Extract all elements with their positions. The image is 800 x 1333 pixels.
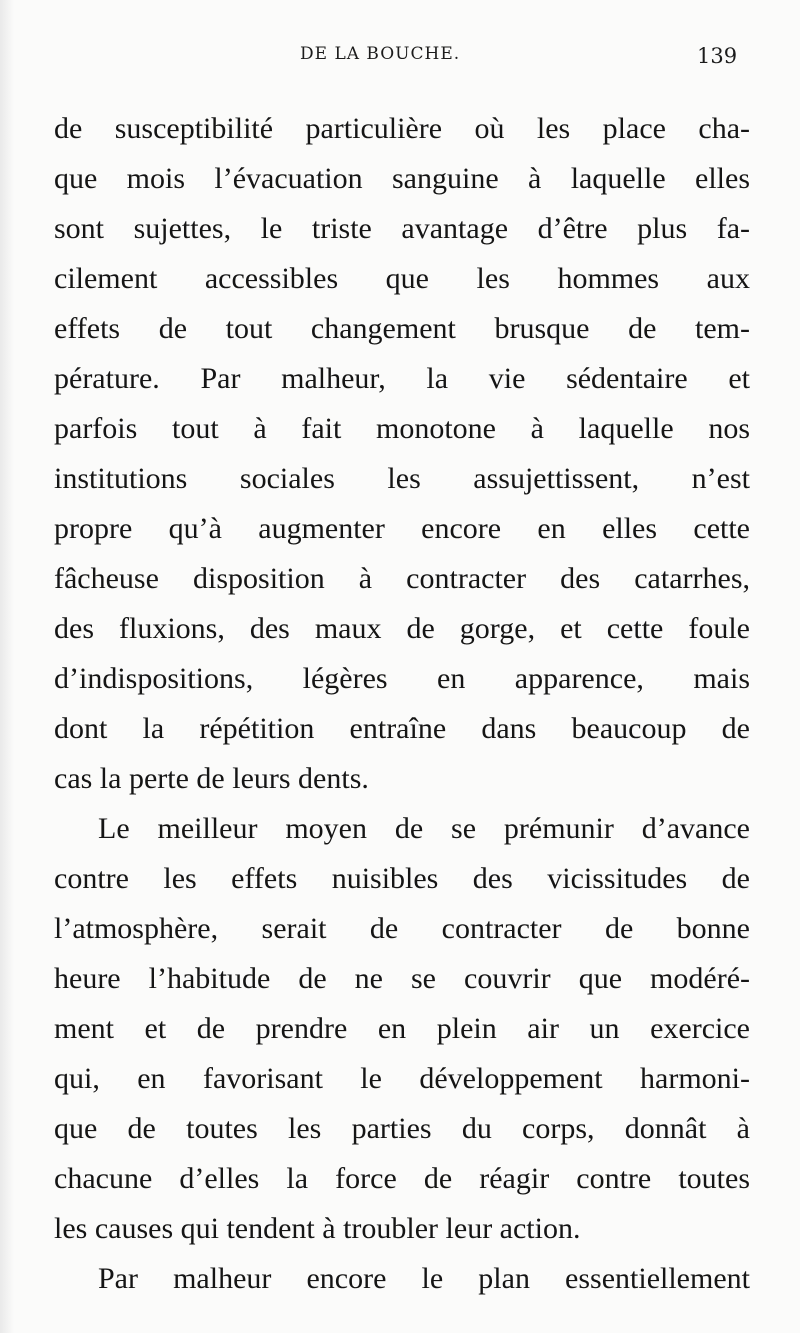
text-line: que mois l’évacuation sanguine à laquelle elles xyxy=(54,162,750,195)
text-line: Le meilleur moyen de se prémunir d’avance xyxy=(98,812,750,845)
running-title: DE LA BOUCHE. xyxy=(300,44,461,64)
text-line: institutions sociales les assujettissent, n’est xyxy=(54,462,750,495)
text-line: parfois tout à fait monotone à laquelle nos xyxy=(54,412,750,445)
text-line: chacune d’elles la force de réagir contre toutes xyxy=(54,1162,750,1195)
text-line: heure l’habitude de ne se couvrir que modéré- xyxy=(54,962,750,995)
text-line: pérature. Par malheur, la vie sédentaire et xyxy=(54,362,750,395)
text-line: des fluxions, des maux de gorge, et cette foule xyxy=(54,612,750,645)
body-text xyxy=(54,104,750,1304)
text-line: l’atmosphère, serait de contracter de bonne xyxy=(54,912,750,945)
text-line: effets de tout changement brusque de tem- xyxy=(54,312,750,345)
text-line: cas la perte de leurs dents. xyxy=(54,762,369,795)
page-number: 139 xyxy=(697,44,738,68)
text-line: sont sujettes, le triste avantage d’être plus fa- xyxy=(54,212,750,245)
text-line: propre qu’à augmenter encore en elles cette xyxy=(54,512,750,545)
text-line: dont la répétition entraîne dans beaucoup de xyxy=(54,712,750,745)
text-line: que de toutes les parties du corps, donnât à xyxy=(54,1112,750,1145)
text-line: Par malheur encore le plan essentiellement xyxy=(98,1262,750,1295)
page-header xyxy=(0,44,800,78)
text-line: fâcheuse disposition à contracter des catarrhes, xyxy=(54,562,750,595)
text-line: ment et de prendre en plein air un exercice xyxy=(54,1012,750,1045)
text-line: de susceptibilité particulière où les place cha- xyxy=(54,112,750,145)
text-line: cilement accessibles que les hommes aux xyxy=(54,262,750,295)
page-edge-shadow xyxy=(0,0,14,1333)
text-line: contre les effets nuisibles des vicissitudes de xyxy=(54,862,750,895)
text-line: d’indispositions, légères en apparence, mais xyxy=(54,662,750,695)
text-line: les causes qui tendent à troubler leur action. xyxy=(54,1212,581,1245)
text-line: qui, en favorisant le développement harmoni- xyxy=(54,1062,750,1095)
